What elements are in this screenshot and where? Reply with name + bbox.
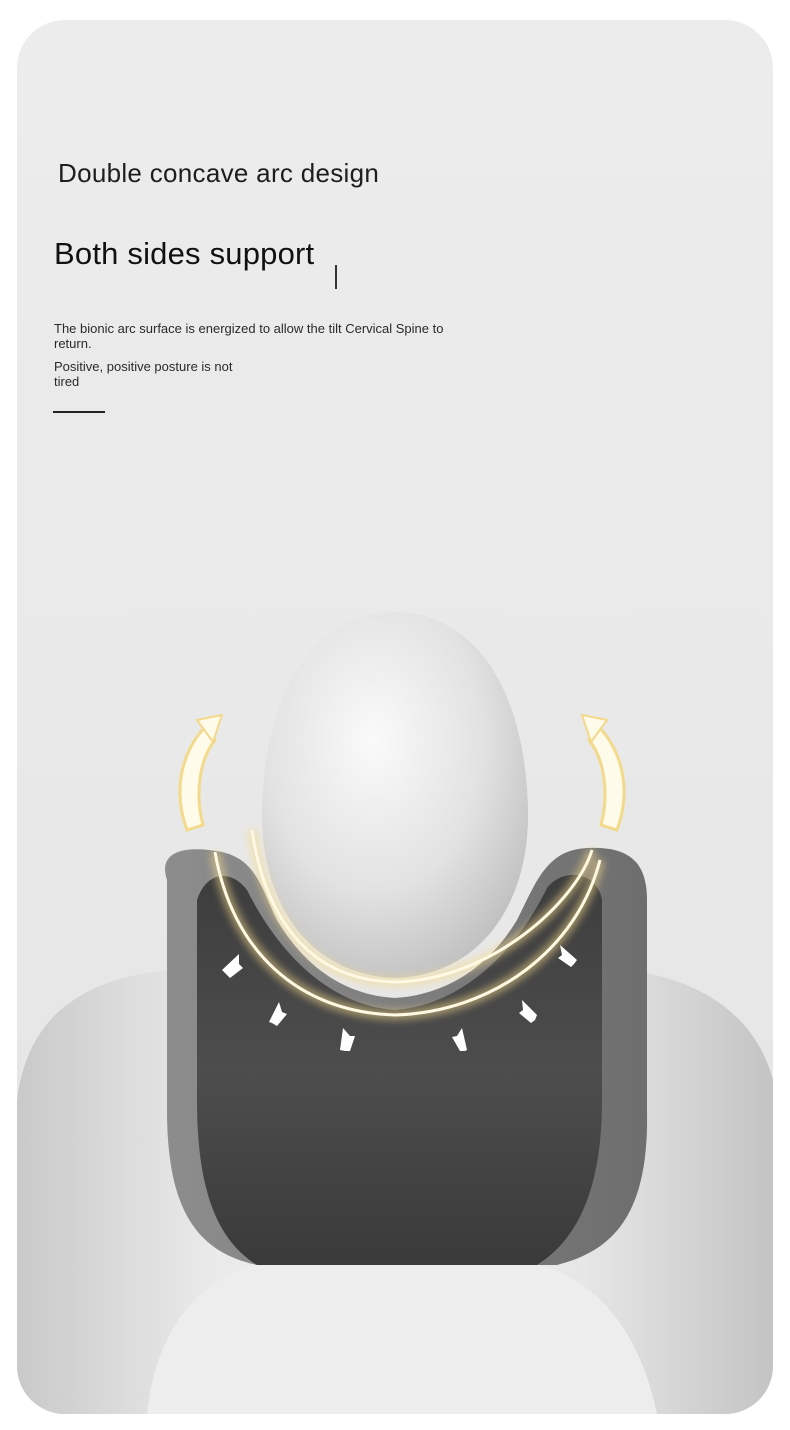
description-line-2: Positive, positive posture is not tired	[54, 359, 233, 389]
pillow-illustration	[17, 20, 773, 1414]
product-card	[17, 20, 773, 1414]
rotate-arrow-right-icon	[582, 715, 624, 830]
underline-rule	[53, 411, 105, 413]
section-eyebrow: Double concave arc design	[58, 158, 380, 188]
text-divider	[335, 265, 337, 289]
head-shape	[262, 612, 528, 978]
rotate-arrow-left-icon	[180, 715, 222, 830]
description-line-1: The bionic arc surface is energized to allow the tilt Cervical Spine to return.	[54, 321, 444, 351]
section-headline: Both sides support	[54, 236, 315, 271]
